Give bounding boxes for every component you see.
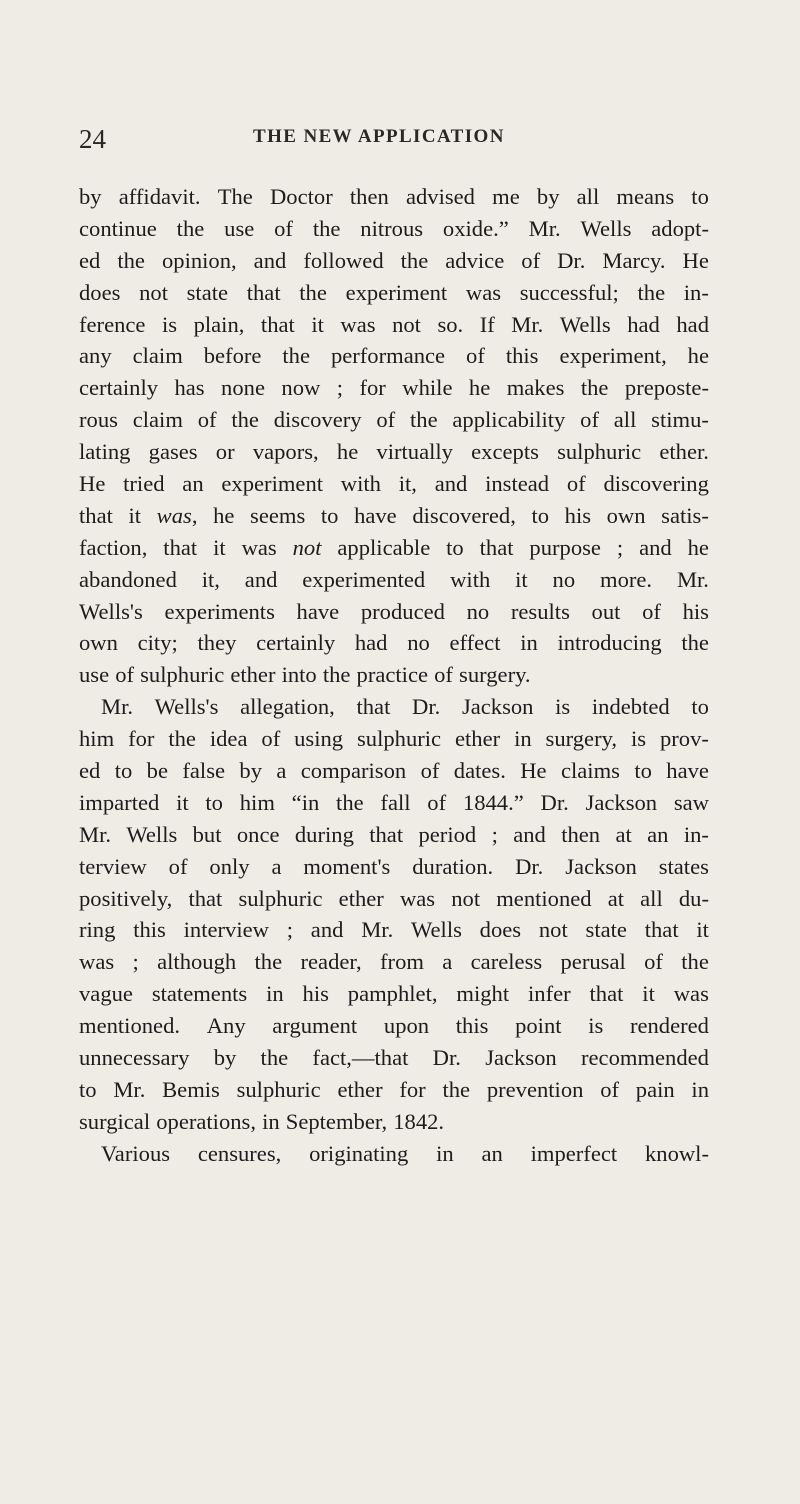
text-line: ference is plain, that it was not so. If Mr. Wells had had (79, 311, 709, 337)
text-line: does not state that the experiment was successful; the in- (79, 279, 709, 305)
text-line: unnecessary by the fact,—that Dr. Jackson recommended (79, 1045, 709, 1071)
text-line: faction, that it was not applicable to that purpose ; and he (79, 534, 709, 560)
text-line: ed the opinion, and followed the advice of Dr. Marcy. He (79, 247, 709, 273)
text-line: own city; they certainly had no effect in introducing the (79, 630, 709, 656)
running-title: THE NEW APPLICATION (253, 126, 505, 147)
text-line: continue the use of the nitrous oxide.” Mr. Wells adopt- (79, 215, 709, 241)
page-number: 24 (79, 124, 106, 154)
text-line: abandoned it, and experimented with it no more. Mr. (79, 566, 709, 592)
text-line: terview of only a moment's duration. Dr. Jackson states (79, 853, 709, 879)
text-line: was ; although the reader, from a careless perusal of the (79, 949, 709, 975)
text-line: that it was, he seems to have discovered, to his own satis- (79, 502, 709, 528)
text-line: mentioned. Any argument upon this point is rendered (79, 1013, 709, 1039)
text-line: Various censures, originating in an imperfect knowl- (101, 1140, 709, 1166)
text-line: He tried an experiment with it, and instead of discovering (79, 471, 709, 497)
body-text (79, 181, 709, 1170)
text-line: positively, that sulphuric ether was not mentioned at all du- (79, 885, 709, 911)
text-line: by affidavit. The Doctor then advised me by all means to (79, 184, 709, 209)
text-line: Wells's experiments have produced no results out of his (79, 598, 709, 624)
text-line: lating gases or vapors, he virtually excepts sulphuric ether. (79, 439, 709, 465)
text-line: use of sulphuric ether into the practice of surgery. (79, 662, 531, 688)
text-line: to Mr. Bemis sulphuric ether for the prevention of pain in (79, 1076, 709, 1102)
text-line: vague statements in his pamphlet, might infer that it was (79, 981, 709, 1007)
text-line: imparted it to him “in the fall of 1844.” Dr. Jackson saw (79, 789, 709, 815)
text-line: Mr. Wells's allegation, that Dr. Jackson is indebted to (101, 694, 709, 720)
text-line: any claim before the performance of this experiment, he (79, 343, 709, 369)
text-line: rous claim of the discovery of the applicability of all stimu- (79, 407, 709, 433)
text-line: him for the idea of using sulphuric ether in surgery, is prov- (79, 726, 709, 752)
text-line: surgical operations, in September, 1842. (79, 1108, 445, 1134)
text-line: ed to be false by a comparison of dates. He claims to have (79, 758, 709, 784)
text-line: ring this interview ; and Mr. Wells does not state that it (79, 917, 709, 943)
text-line: certainly has none now ; for while he makes the preposte- (79, 375, 709, 401)
text-line: Mr. Wells but once during that period ; and then at an in- (79, 821, 709, 847)
